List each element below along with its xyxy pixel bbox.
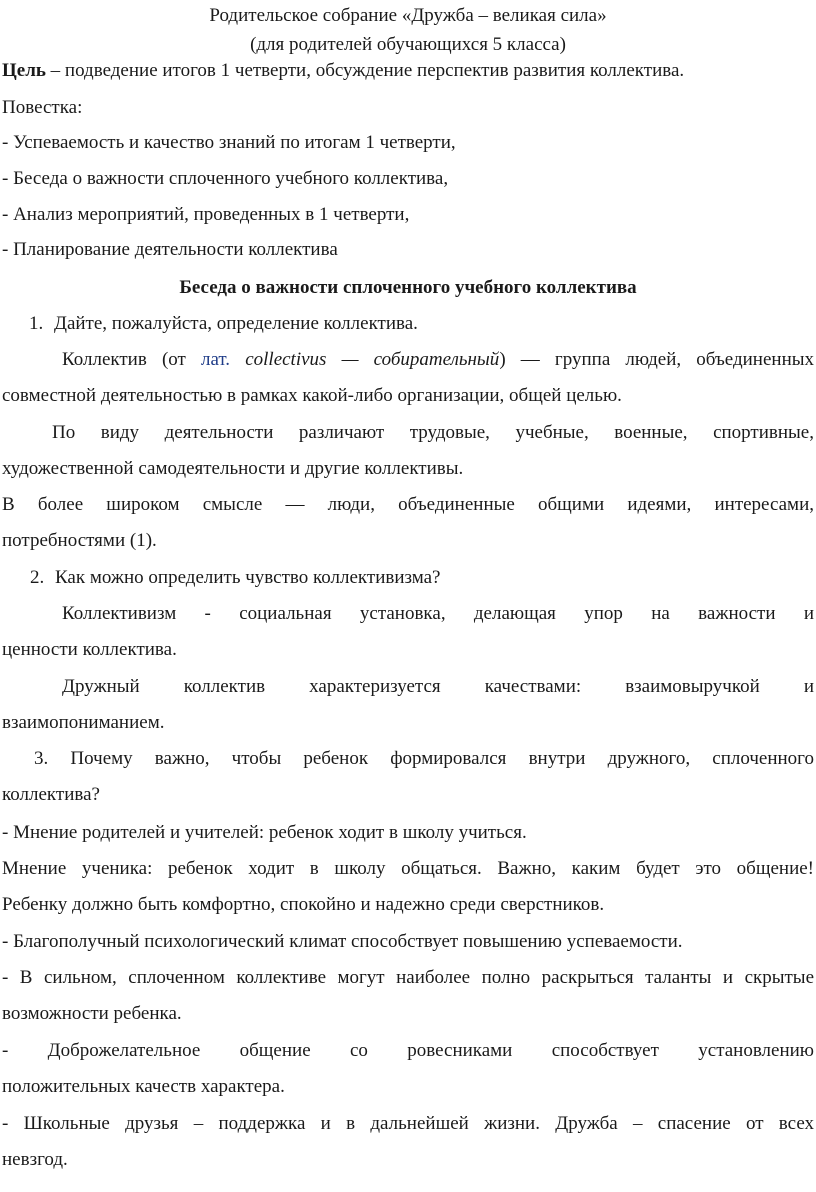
section-heading: Беседа о важности сплоченного учебного коллектива (179, 277, 637, 298)
point-4-line-2: возможности ребенка. (2, 1003, 182, 1024)
goal-label: Цель (2, 60, 46, 81)
point-4-line-1: - В сильном, сплоченном коллективе могут наиболее полно раскрыться таланты и скрытые (2, 967, 814, 988)
point-5-line-2: положительных качеств характера. (2, 1076, 285, 1097)
latin-word: collectivus — собирательный (245, 349, 500, 370)
point-2-line-1: Мнение ученика: ребенок ходит в школу общаться. Важно, каким будет это общение! (2, 858, 814, 879)
question-2 (30, 560, 441, 596)
question-number: 2. (30, 567, 45, 588)
agenda-label: Повестка: (2, 97, 83, 118)
document-subtitle: (для родителей обучающихся 5 класса) (250, 34, 566, 55)
question-3-line-2: коллектива? (2, 784, 100, 805)
document-title: Родительское собрание «Дружба – великая сила» (209, 5, 607, 26)
point-2-line-2: Ребенку должно быть комфортно, спокойно и надежно среди сверстников. (2, 894, 605, 915)
goal-line (2, 53, 814, 89)
question-text: Дайте, пожалуйста, определение коллектива. (54, 313, 418, 334)
collectivism-line-2: ценности коллектива. (2, 639, 177, 660)
types-line-1: По виду деятельности различают трудовые, учебные, военные, спортивные, (52, 422, 814, 443)
agenda-item: - Анализ мероприятий, проведенных в 1 четверти, (2, 204, 410, 225)
definition-line-2: совместной деятельностью в рамках какой-либо организации, общей целью. (2, 385, 622, 406)
agenda-item: - Успеваемость и качество знаний по итогам 1 четверти, (2, 132, 456, 153)
question-3-line-1: 3. Почему важно, чтобы ребенок формировался внутри дружного, сплоченного (34, 748, 814, 769)
point-6-line-1: - Школьные друзья – поддержка и в дальнейшей жизни. Дружба – спасение от всех (2, 1113, 814, 1134)
question-1 (29, 306, 418, 342)
broad-line-2: потребностями (1). (2, 530, 157, 551)
definition-line-1: Коллектив (от лат. collectivus — собирательный) — группа людей, объединенных (62, 349, 815, 370)
latin-link[interactable]: лат. (200, 349, 231, 370)
agenda-item: - Планирование деятельности коллектива (2, 239, 338, 260)
friendly-line-2: взаимопониманием. (2, 712, 165, 733)
goal-text: – подведение итогов 1 четверти, обсуждение перспектив развития коллектива. (45, 60, 685, 81)
friendly-line-1: Дружный коллектив характеризуется качествами: взаимовыручкой и (62, 676, 814, 697)
question-text: Как можно определить чувство коллективизма? (55, 567, 441, 588)
types-line-2: художественной самодеятельности и другие коллективы. (2, 458, 464, 479)
question-number: 1. (29, 313, 44, 334)
point-5-line-1: - Доброжелательное общение со ровесниками способствует установлению (2, 1040, 814, 1061)
collectivism-line-1: Коллективизм - социальная установка, делающая упор на важности и (62, 603, 814, 624)
broad-line-1: В более широком смысле — люди, объединенные общими идеями, интересами, (2, 494, 814, 515)
agenda-item: - Беседа о важности сплоченного учебного коллектива, (2, 168, 449, 189)
point-3: - Благополучный психологический климат способствует повышению успеваемости. (2, 931, 683, 952)
point-1: - Мнение родителей и учителей: ребенок ходит в школу учиться. (2, 822, 527, 843)
point-6-line-2: невзгод. (2, 1149, 68, 1170)
